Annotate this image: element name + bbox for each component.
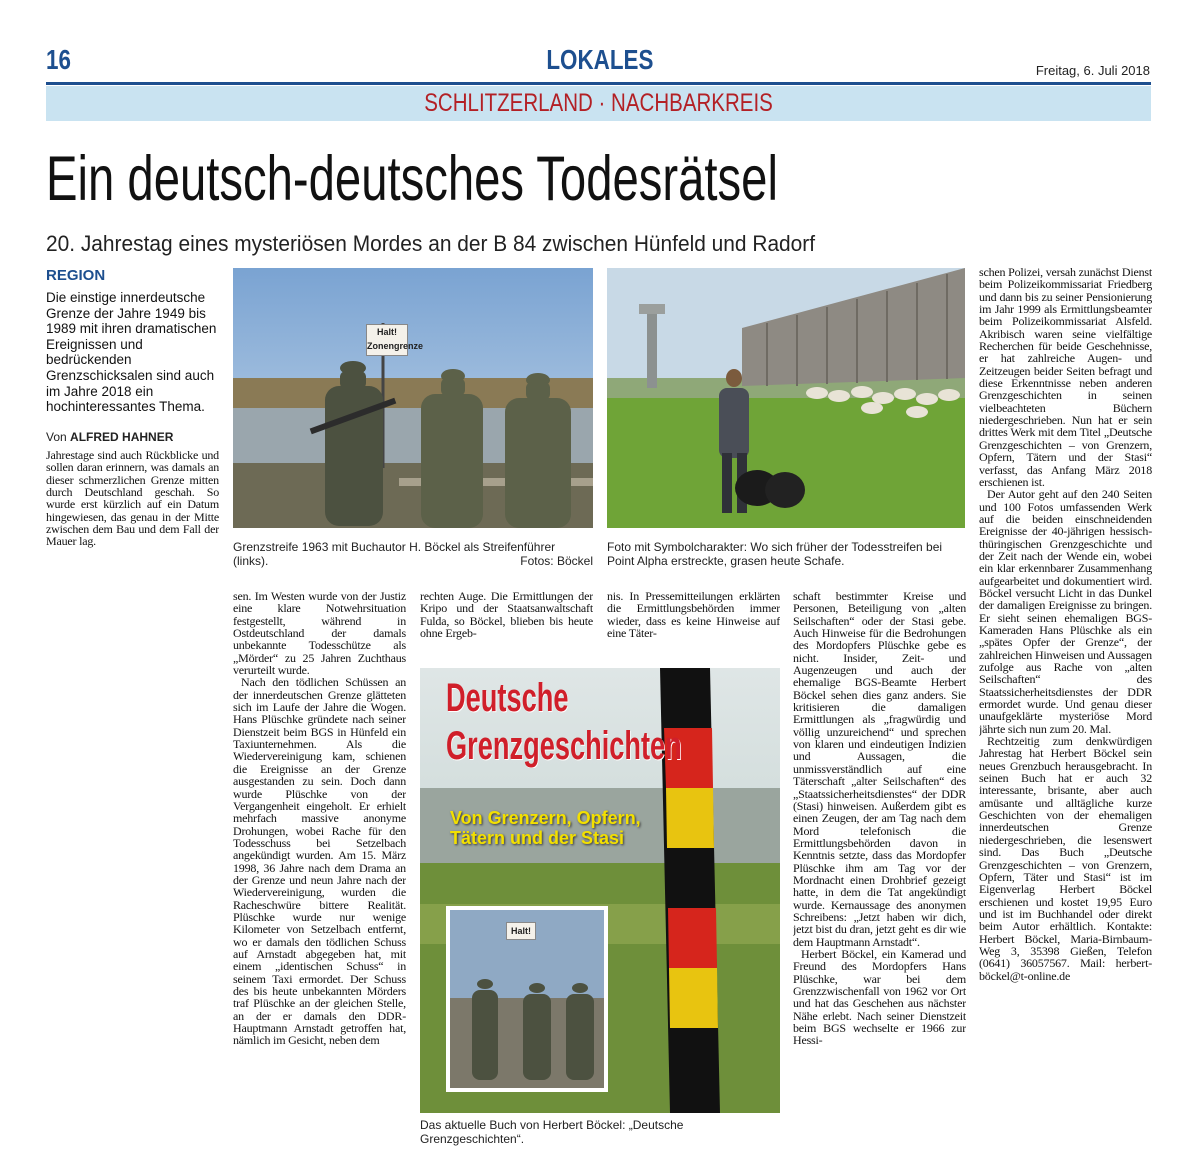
byline-name: ALFRED HAHNER <box>70 430 174 444</box>
kicker: REGION <box>46 267 106 284</box>
paragraph: schaft bestimmter Kreise und Personen, Beteiligung von „alten Seilschaften“ oder der Stasi gebe. Auch Hinweise für die Bedrohungen des Mordopfers Plüschke gebe es nicht. Insider, Zeit- und Augenzeugen und auch der ehemalige BGS-Beamte Herbert Böckel sehen dies ganz anders. Sie kritisieren die damaligen Ermittlungen als „fragwürdig und völlig unzureichend“ und sprechen von klaren und eindeutigen Indizien und Aussagen, die unmissverständlich auf eine Täterschaft „alter Seilschaften“ des „Staatssicherheitsdienstes“ der DDR (Stasi) hinweisen. Außerdem gibt es einen Zeugen, der am Tag nach dem Mord telefonisch die Ermittlungsbehörden davon in Kenntnis setzte, dass das Mordopfer Plüschke ihm am Tag vor der Mordnacht einen Drohbrief gezeigt hatte, in dem die Tat angekündigt wurde. Kernaussage des anonymen Schreibens: „Jetzt haben wir dich, jetzt bist du dran, jetzt geht es dir wie dem Hauptmann Arnstadt“. <box>793 590 966 949</box>
page-number: 16 <box>46 44 71 75</box>
body-column-2 <box>233 590 406 1150</box>
section-banner <box>46 86 1151 121</box>
paragraph: nis. In Pressemitteilungen erklärten die Ermittlungsbehörden immer wieder, dass es keine Hinweise auf eine Täter- <box>607 590 780 641</box>
paragraph: sen. Im Westen wurde von der Justiz eine klare Notwehrsituation festgestellt, während in Ostdeutschland der damals unbekannte Todesschütze als „Mörder“ zu 25 Jahren Zuchthaus verurteilt wurde. <box>233 590 406 678</box>
book-caption: Das aktuelle Buch von Herbert Böckel: „Deutsche Grenzgeschichten“. <box>420 1118 684 1146</box>
photo-point-alpha-caption: Foto mit Symbolcharakter: Wo sich früher der Todesstreifen bei Point Alpha erstreckte, grasen heute Schafe. <box>607 540 943 568</box>
section-title-text: LOKALES <box>546 44 654 75</box>
section-title <box>0 44 1200 76</box>
byline <box>46 430 173 444</box>
paragraph: Jahrestage sind auch Rückblicke und sollen daran erinnern, was damals an dieser schmerzlichen Grenze mitten durch Deutschland geschah. So wurde erst kürzlich auf ein Datum hingewiesen, das genau in der Mitte zwischen dem Bau und dem Fall der Mauer lag. <box>46 449 219 549</box>
book-subtitle <box>450 808 641 848</box>
book-title-line-2: Grenzgeschichten <box>446 724 682 768</box>
headline: Ein deutsch-deutsches Todesrätsel <box>46 144 778 214</box>
book-title-line-1: Deutsche <box>446 676 569 720</box>
paragraph: Der Autor geht auf den 240 Seiten und 100 Fotos umfassenden Werk auf die beiden einschneidenden Ereignisse der 40-jährigen hessisch-thüringischen Grenzgeschichte und der Zeit nach der Wende ein, wobei ein klar erkennbarer Zusammenhang aufgearbeitet und dokumentiert wird. Böckel versucht Licht in das Dunkel der damaligen Ereignisse zu bringen. Er sieht seinen ehemaligen BGS-Kameraden Hans Plüschke als ein „spätes Opfer der Grenze“, der zahlreichen Hinweisen und Aussagen zufolge aus Rache von „alten Seilschaften“ des Staatssicherheitsdienstes der DDR ermordet wurde. Und genau dieser unaufgeklärte mysteriöse Mord jährte sich nun zum 20. Mal. <box>979 487 1152 736</box>
book-inset-sign: Halt! <box>506 922 536 940</box>
book-cover <box>420 668 780 1113</box>
book-title <box>446 674 682 770</box>
byline-prefix: Von <box>46 430 67 444</box>
photo-border-patrol-caption <box>233 540 593 568</box>
masthead-rule <box>46 82 1151 85</box>
photo-point-alpha <box>607 268 965 528</box>
paragraph: Nach den tödlichen Schüssen an der innerdeutschen Grenze glätteten sich im Laufe der Jahre die Wogen. Hans Plüschke gründete nach seiner Dienstzeit beim BGS in Hünfeld ein Taxiunternehmen. Als die Wiedervereinigung kam, schienen die Ereignisse an der Grenze ausgestanden zu sein. Doch dann wurde Plüschke von der Vergangenheit eingeholt. Er erhielt mehrfach massive anonyme Drohungen, wobei Rache für den Todesschuss bei Setzelbach angekündigt wurden. Am 15. März 1998, 36 Jahre nach dem Drama an der Grenze und neun Jahre nach der Wiedervereinigung, wurden die Racheschwüre bittere Realität. Plüschke wurde nur wenige Kilometer von Setzelbach entfernt, wo er damals den tödlichen Schuss auf Arnstadt abgegeben hat, mit einem „identischen Schuss“ in seinem Taxi ermordet. Der Schuss des bis heute unbekannten Mörders traf Plüschke an der gleichen Stelle, an der er damals den DDR-Hauptmann Arnstadt getroffen hat, nämlich im Gesicht, neben dem <box>233 675 406 1048</box>
paragraph: Rechtzeitig zum denkwürdigen Jahrestag hat Herbert Böckel sein neues Grenzbuch herausgebracht. In seinen Buch hat er auch 32 interessante, brisante, aber auch amüsante und alltägliche kurze Geschichten von der ehemaligen innerdeutschen Grenze niedergeschrieben, die lesenswert sind. Das Buch „Deutsche Grenzgeschichten – von Grenzern, Opfern, Täter und Stasi“ ist im Eigenverlag Herbert Böckel erschienen und kostet 19,95 Euro und ist im Buchhandel oder direkt beim Autor erhältlich. Kontakte: Herbert Böckel, Maria-Birnbaum-Weg 3, 35398 Gießen, Telefon (0641) 36057567. Mail: herbert-böckel@t-online.de <box>979 734 1152 983</box>
section-banner-text: SCHLITZERLAND · NACHBARKREIS <box>424 89 773 117</box>
body-column-4 <box>607 590 780 645</box>
body-column-5 <box>793 590 966 1150</box>
photo-border-patrol <box>233 268 593 528</box>
book-subtitle-line-2: Tätern und der Stasi <box>450 828 625 848</box>
book-subtitle-line-1: Von Grenzern, Opfern, <box>450 808 641 828</box>
intro-text: Die einstige innerdeutsche Grenze der Jahre 1949 bis 1989 mit ihren dramatischen Ereignissen und bedrückenden Grenzschicksalen sind auch im Jahre 2018 ein hochinteressantes Thema. <box>46 290 217 415</box>
halt-sign: Halt! Zonengrenze <box>366 324 408 356</box>
subheadline: 20. Jahrestag eines mysteriösen Mordes an der B 84 zwischen Hünfeld und Radorf <box>46 231 816 256</box>
photo-border-patrol-image <box>233 268 593 528</box>
body-column-3 <box>420 590 593 645</box>
paragraph: rechten Auge. Die Ermittlungen der Kripo und der Staatsanwaltschaft Fulda, so Böckel, blieben bis heute ohne Ergeb- <box>420 590 593 641</box>
paragraph: schen Polizei, versah zunächst Dienst beim Polizeikommissariat Friedberg und dann bis zu seiner Pensionierung im Jahr 1999 als Ermittlungsbeamter beim Polizeikommissariat Alsfeld. Akribisch waren seine vielfältige Recherchen für beide Geschehnisse, er hat zahlreiche Augen- und Zeitzeugen beider Seiten befragt und diese Erkenntnisse neben anderen Grenzgeschichten in seinen vielbeachteten Büchern niedergeschrieben. Nun hat er sein drittes Werk mit dem Titel „Deutsche Grenzgeschichten – von Grenzern, Opfern, Tätern und der Stasi“ verfasst, das Anfang März 2018 erschienen ist. <box>979 266 1152 489</box>
body-column-6 <box>979 266 1152 1150</box>
issue-date: Freitag, 6. Juli 2018 <box>1035 63 1150 78</box>
body-column-1 <box>46 449 219 1149</box>
paragraph: Herbert Böckel, ein Kamerad und Freund des Mordopfers Hans Plüschke, war bei dem Grenzzwischenfall von 1962 vor Ort und hat das Geschehen aus nächster Nähe erlebt. Nach seiner Dienstzeit beim BGS wechselte er 1966 zur Hessi- <box>793 946 966 1048</box>
photo-point-alpha-image <box>607 268 965 528</box>
photo-credit: Fotos: Böckel <box>520 554 593 568</box>
caption-text: Grenzstreife 1963 mit Buchautor H. Böckel als Streifenführer (links). <box>233 540 556 568</box>
